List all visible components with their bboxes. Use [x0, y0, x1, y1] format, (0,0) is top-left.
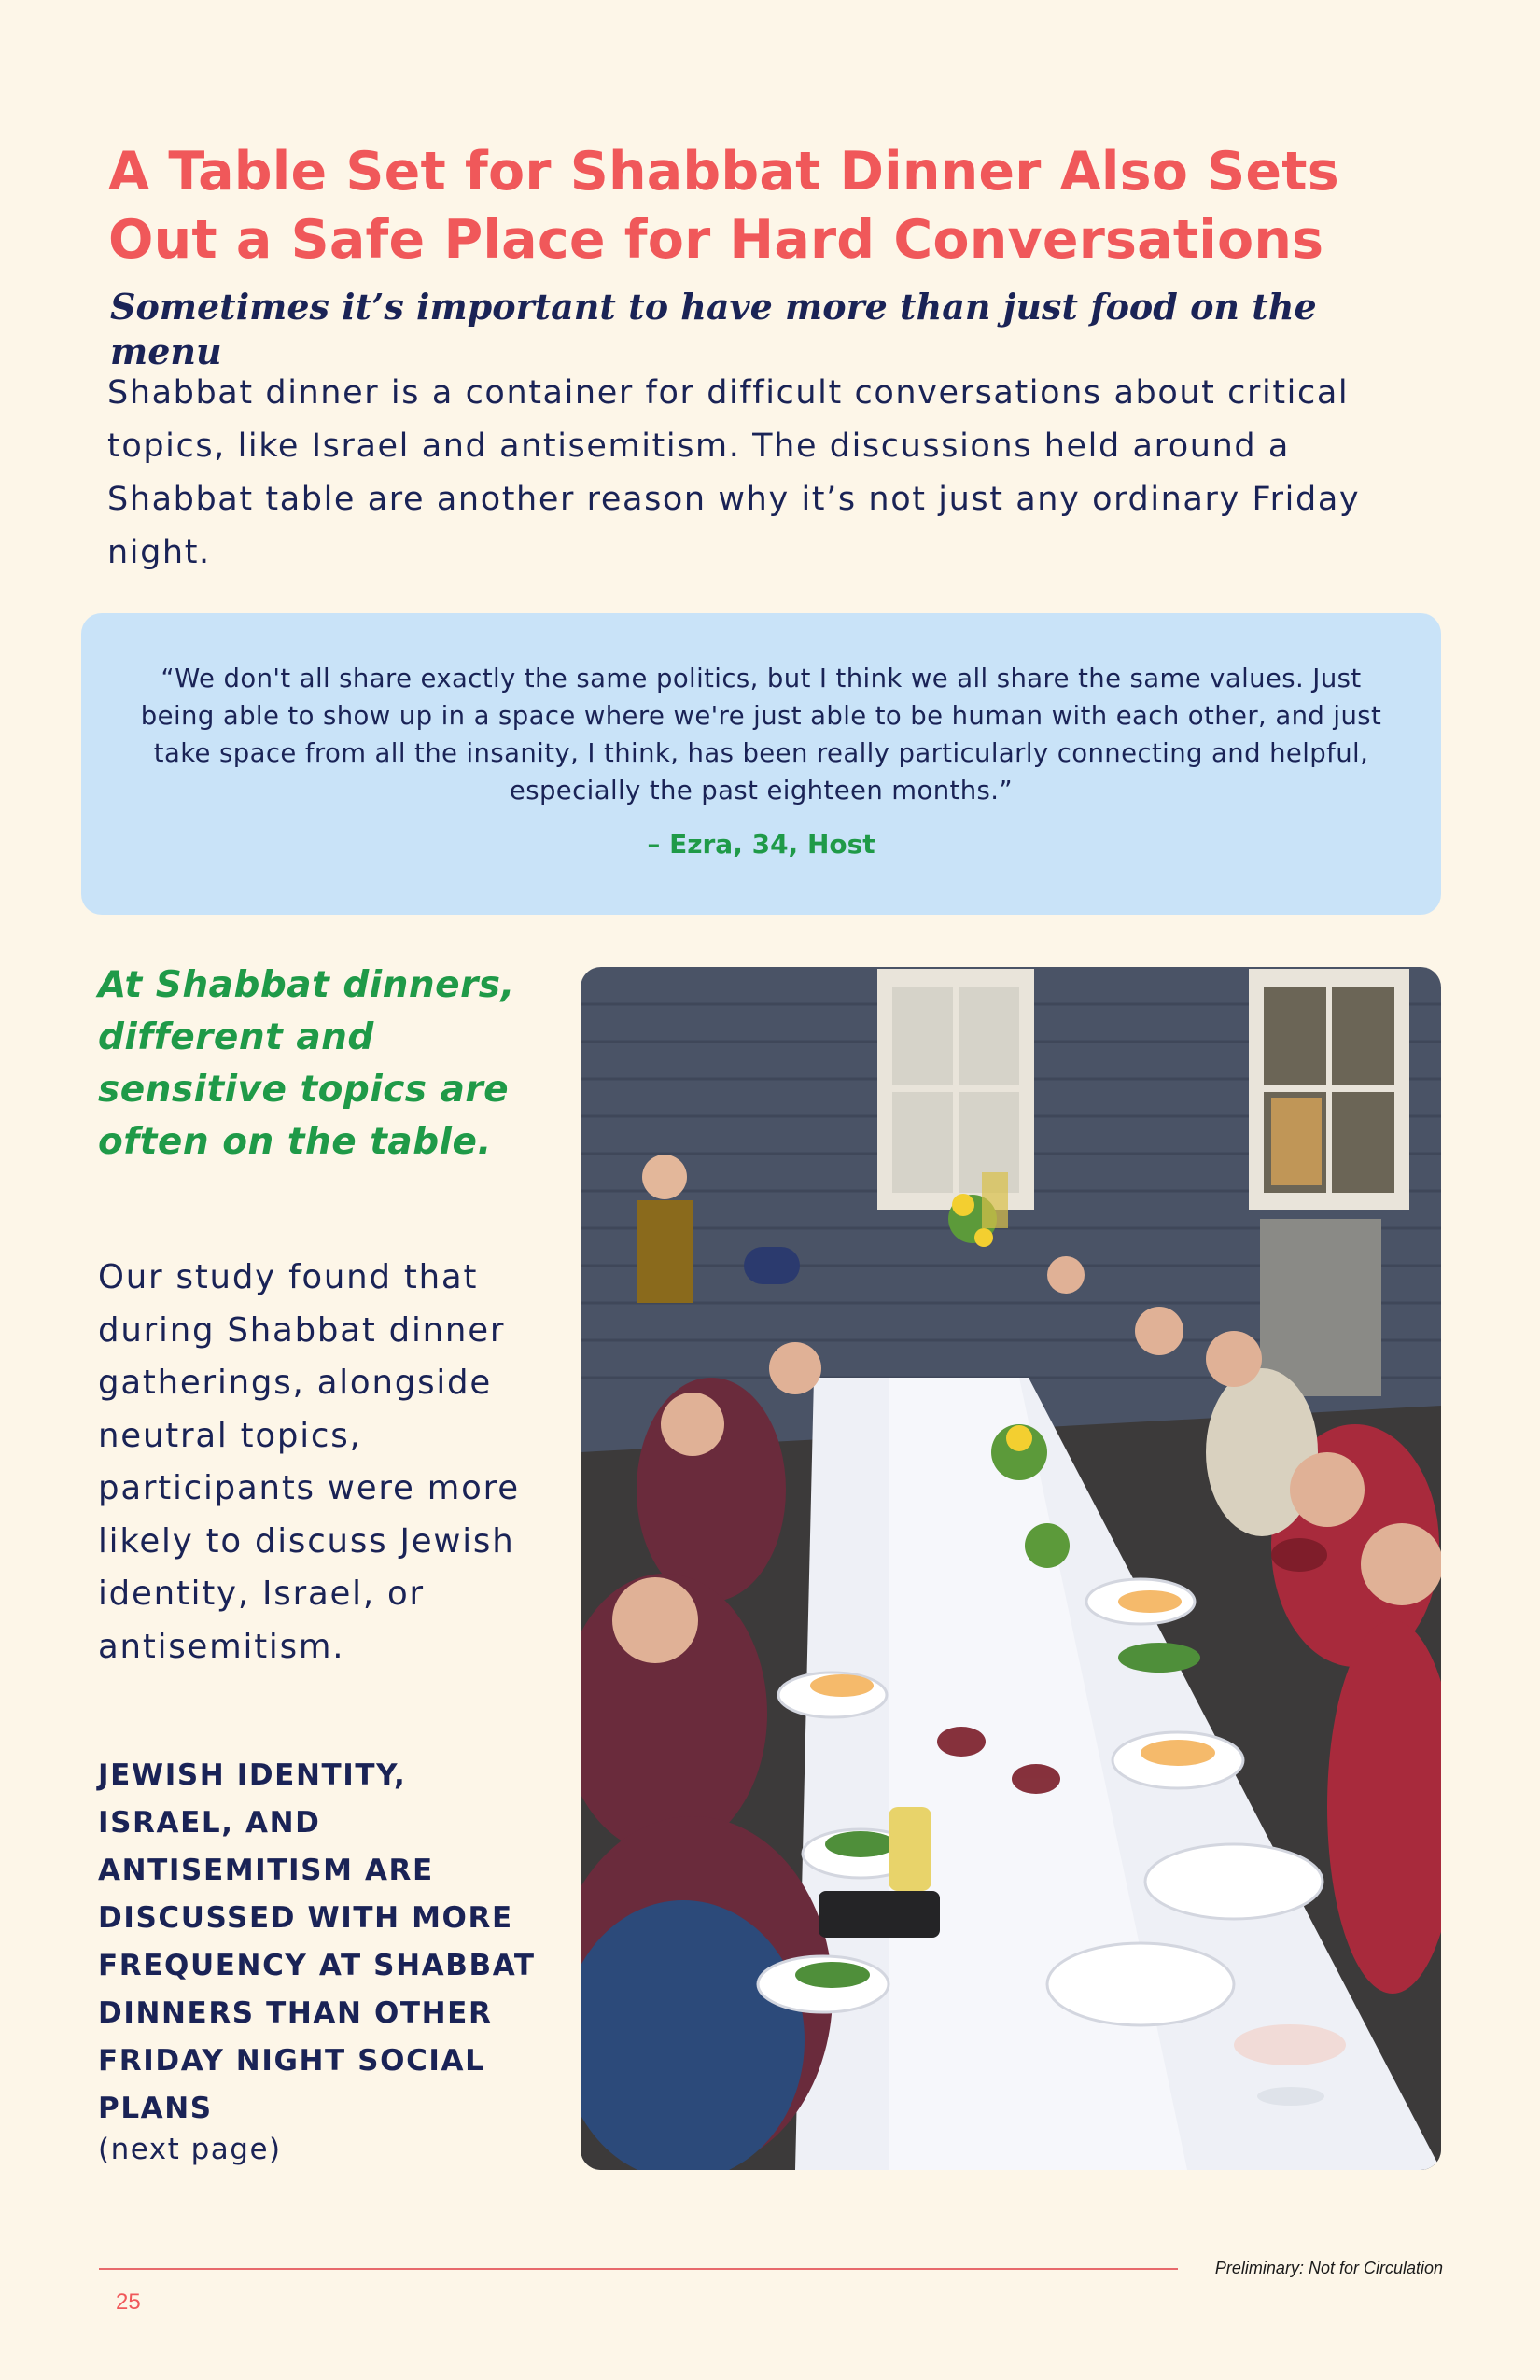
quote-attribution: – Ezra, 34, Host	[647, 829, 875, 860]
page-subtitle: Sometimes it’s important to have more than just food on the menu	[110, 286, 1317, 372]
quote-box	[81, 613, 1441, 915]
callout-note: (next page)	[98, 2133, 282, 2166]
window-right	[1249, 969, 1409, 1210]
study-finding-paragraph: Our study found that during Shabbat dinner gatherings, alongside neutral topics, participants were more likely to discuss Jewish identity, Israel, or antisemitism.	[98, 1258, 520, 1666]
page-number: 25	[116, 2289, 141, 2315]
footer-note: Preliminary: Not for Circulation	[1214, 2259, 1443, 2277]
shabbat-dinner-photo	[581, 967, 1441, 2170]
page-title: A Table Set for Shabbat Dinner Also Sets Out a Safe Place for Hard Conversations	[108, 141, 1339, 271]
intro-paragraph: Shabbat dinner is a container for difficult conversations about critical topics, like Israel and antisemitism. The discussions held around a Shabbat table are another reason why it’s not just any ordinary Friday night.	[107, 374, 1361, 571]
window-left	[877, 969, 1034, 1210]
footer-divider	[99, 2268, 1178, 2270]
lead-statement: At Shabbat dinners, different and sensitive topics are often on the table.	[98, 964, 515, 1163]
callout-statement: JEWISH IDENTITY, ISRAEL, AND ANTISEMITISM ARE DISCUSSED WITH MORE FREQUENCY AT SHABBAT DINNERS THAN OTHER FRIDAY NIGHT SOCIAL PLANS	[98, 1758, 536, 2125]
quote-text: “We don't all share exactly the same politics, but I think we all share the same values. Just being able to show up in a space where we're just able to be human with each other, and just take space from all the insanity, I think, has been really particularly connecting and helpful, especially the past eighteen months.”	[140, 664, 1382, 805]
